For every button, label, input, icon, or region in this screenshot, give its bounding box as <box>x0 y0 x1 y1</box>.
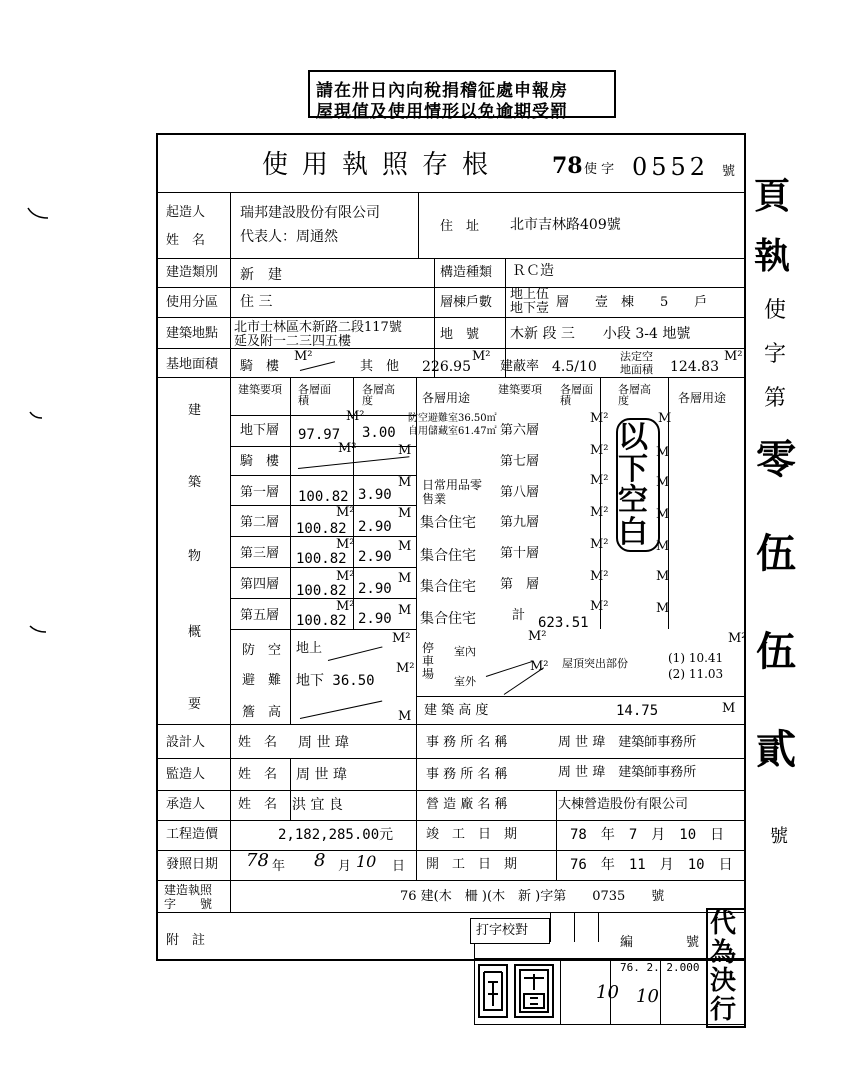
grid-line <box>550 912 551 942</box>
notice-line-2: 屋現值及使用情形以免逾期受罰 <box>316 102 568 122</box>
shelter-label: 防 空 <box>242 643 282 658</box>
designer-name-label: 姓 名 <box>238 735 278 750</box>
base-area-label: 基地面積 <box>166 357 219 372</box>
contractor-label: 承造人 <box>166 797 206 812</box>
unit-mark: M² <box>530 659 549 674</box>
designer-label: 設計人 <box>166 735 206 750</box>
floor-label-9: 第九層 <box>500 515 540 530</box>
col-height: 各層高度 <box>362 383 395 407</box>
roof-label: 屋頂突出部份 <box>562 657 628 670</box>
floor-label-n: 第 層 <box>500 577 540 592</box>
grid-line <box>156 820 746 821</box>
punch-mark-1 <box>26 206 50 220</box>
issue-label: 發照日期 <box>166 857 219 872</box>
contractor-firm: 大棟營造股份有限公司 <box>558 797 689 812</box>
notice-line-1: 請在卅日內向稅捐稽征處申報房 <box>316 81 568 101</box>
margin-char-6: 零 <box>756 436 796 483</box>
roof-1: (1) 10.41 <box>668 651 724 665</box>
floors-below: 地下壹 <box>510 301 550 316</box>
issue-month: 8 <box>314 850 326 871</box>
floor-label-10: 第十層 <box>500 546 540 561</box>
floors-above: 地上伍 <box>510 287 550 302</box>
grid-line <box>156 850 746 851</box>
building-side-5: 要 <box>188 697 202 712</box>
floor-use-4: 集合住宅 <box>420 579 476 595</box>
floor-label-2: 第二層 <box>240 515 280 530</box>
floors-label: 層棟戶數 <box>440 295 493 310</box>
site-line-2: 延及附一二三四五樓 <box>234 334 352 349</box>
unit-mark: M² <box>338 441 357 456</box>
grid-line <box>598 912 599 942</box>
building-side-4: 概 <box>188 625 202 640</box>
unit-mark: M² <box>396 661 415 676</box>
col-area: 各層面積 <box>298 383 331 407</box>
floor-height-3: 2.90 <box>358 549 392 565</box>
grid-line <box>474 958 744 959</box>
builder-company: 瑞邦建設股份有限公司 <box>240 205 380 221</box>
grid-line <box>156 880 746 881</box>
floor-label-5: 第五層 <box>240 608 280 623</box>
building-height-label: 建 築 高 度 <box>424 703 489 718</box>
unit-mark: M <box>398 571 412 586</box>
lot-label: 地 號 <box>440 327 480 342</box>
margin-char-1: 頁 <box>754 175 791 217</box>
unit-mark: M <box>656 475 670 490</box>
unit-mark: M <box>656 569 670 584</box>
unit-mark: M² <box>528 629 547 644</box>
floor-height-5: 2.90 <box>358 611 392 627</box>
permit-suffix: 號 <box>722 164 736 179</box>
grid-line <box>416 758 417 880</box>
col-area-right: 各層面積 <box>560 383 593 407</box>
unit-mark: M <box>398 443 412 458</box>
floor-area-b1: 97.97 <box>298 427 341 443</box>
margin-char-3: 使 <box>764 298 787 323</box>
blank-note: 以下空白 <box>618 420 648 550</box>
hand-sign-2: 10 <box>636 986 659 1007</box>
floor-label-6: 第六層 <box>500 423 540 438</box>
builder-name-label: 姓 名 <box>166 233 206 248</box>
ratio-label: 建蔽率 <box>500 359 540 374</box>
seal-left <box>478 964 508 1018</box>
floor-area-3: 100.82 <box>296 551 347 567</box>
unit-mark: M² <box>392 631 411 646</box>
arcade-unit: M² <box>294 349 313 364</box>
unit-mark: M² <box>336 569 355 584</box>
floor-use-b1: 防空避難室36.50㎡ 自用儲藏室61.47㎡ <box>408 413 497 437</box>
unit-mark: M² <box>590 569 609 584</box>
floor-label-8: 第八層 <box>500 485 540 500</box>
margin-char-10: 號 <box>770 826 788 847</box>
parking-in: 室內 <box>454 645 476 658</box>
grid-line <box>416 696 746 697</box>
permit-year: 78 <box>552 153 583 179</box>
parking-out: 室外 <box>454 675 476 688</box>
floor-area-2: 100.82 <box>296 521 347 537</box>
margin-char-8: 伍 <box>756 628 796 675</box>
site-line-1: 北市士林區木新路二段117號 <box>234 320 402 335</box>
floor-use-3: 集合住宅 <box>420 548 476 564</box>
address-value: 北市吉林路409號 <box>510 217 621 233</box>
margin-char-2: 執 <box>754 235 791 277</box>
unit-mark: M <box>722 701 736 716</box>
floor-use-2: 集合住宅 <box>420 515 476 531</box>
contractor-firm-label: 營 造 廠 名 稱 <box>426 797 508 812</box>
file-label: 號 <box>686 935 700 950</box>
permit-ref: 76 建(木 柵 )(木 新 )字第 0735 號 <box>400 889 665 904</box>
floor-height-4: 2.90 <box>358 581 392 597</box>
unit-mark: M <box>656 445 670 460</box>
page-title: 使用執照存根 <box>262 150 503 180</box>
floor-height-1: 3.90 <box>358 487 392 503</box>
grid-line <box>660 958 661 1024</box>
margin-char-5: 第 <box>764 386 787 411</box>
total-label: 計 <box>512 608 526 623</box>
floor-use-1: 日常用品零售業 <box>422 478 483 507</box>
other-unit: M² <box>472 349 491 364</box>
unit-mark: M <box>658 411 672 426</box>
grid-line <box>156 377 746 378</box>
punch-mark-2 <box>28 410 44 420</box>
complete-label: 竣 工 日 期 <box>426 827 518 842</box>
legal-label-1: 法定空 <box>620 350 653 363</box>
permit-number: 0552 <box>632 153 710 181</box>
supervisor-name: 周 世 瑋 <box>296 767 347 783</box>
unit-mark: M <box>656 507 670 522</box>
complete-date: 78 年 7 月 10 日 <box>570 827 725 843</box>
supervisor-office: 周 世 瑋 建築師事務所 <box>558 765 697 780</box>
address-label: 住 址 <box>440 219 480 234</box>
unit-mark: M² <box>336 505 355 520</box>
grid-line <box>156 724 746 725</box>
margin-char-4: 字 <box>764 342 787 367</box>
issue-nian: 年 <box>272 859 286 874</box>
unit-mark: M² <box>336 599 355 614</box>
grid-line <box>230 629 416 630</box>
designer-name: 周 世 瑋 <box>298 735 349 751</box>
build-type-label: 建造類別 <box>166 265 219 280</box>
structure-label: 構造種類 <box>440 265 493 280</box>
seal-right <box>514 964 554 1018</box>
unit-mark: M² <box>590 443 609 458</box>
floors-rest: 層 壹 棟 5 戶 <box>556 295 708 310</box>
start-date: 76 年 11 月 10 日 <box>570 857 733 873</box>
unit-mark: M² <box>590 473 609 488</box>
permit-label-2: 字 號 <box>164 897 213 911</box>
grid-line <box>230 415 416 416</box>
margin-char-7: 伍 <box>756 530 796 577</box>
other-value: 226.95 <box>422 359 471 375</box>
grid-line <box>290 377 291 724</box>
total-area: 623.51 <box>538 615 589 631</box>
floor-label-3: 第三層 <box>240 546 280 561</box>
floor-area-5: 100.82 <box>296 613 347 629</box>
permit-type: 使 字 <box>584 162 615 177</box>
note-label: 附 註 <box>166 933 206 948</box>
legal-value: 124.83 <box>670 359 719 375</box>
punch-mark-3 <box>28 624 48 634</box>
floor-height-b1: 3.00 <box>362 425 396 441</box>
col-use: 各層用途 <box>422 391 471 405</box>
grid-line <box>230 192 231 912</box>
zone-value: 住 三 <box>240 294 273 310</box>
arcade-label: 騎 樓 <box>240 359 280 374</box>
floor-label-4: 第四層 <box>240 577 280 592</box>
grid-line <box>418 192 419 258</box>
floor-label-b1: 地下層 <box>240 423 280 438</box>
cost-label: 工程造價 <box>166 827 219 842</box>
unit-mark: M <box>398 709 412 724</box>
building-height: 14.75 <box>616 703 659 719</box>
grid-line <box>230 505 416 506</box>
start-label: 開 工 日 期 <box>426 857 518 872</box>
builder-label: 起造人 <box>166 205 206 220</box>
shelter-above: 地上 <box>296 641 323 656</box>
unit-mark: M <box>398 539 412 554</box>
unit-mark: M <box>398 506 412 521</box>
designer-office: 周 世 瑋 建築師事務所 <box>558 735 697 750</box>
build-type: 新 建 <box>240 267 282 283</box>
building-side-2: 築 <box>188 475 202 490</box>
col-height-right: 各層高度 <box>618 383 651 407</box>
grid-line <box>556 790 557 880</box>
lot-value: 木新 段 三 小段 3-4 地號 <box>510 326 691 342</box>
grid-line <box>230 567 416 568</box>
grid-line <box>230 446 416 447</box>
unit-mark: M² <box>336 537 355 552</box>
notice-stamp <box>308 70 616 122</box>
site-label: 建築地點 <box>166 326 219 341</box>
supervisor-name-label: 姓 名 <box>238 767 278 782</box>
unit-mark: M <box>398 603 412 618</box>
grid-line <box>230 475 416 476</box>
unit-mark: M <box>656 601 670 616</box>
edit-label: 編 <box>620 935 634 950</box>
legal-label-2: 地面積 <box>620 363 653 376</box>
contractor-name: 洪 宜 良 <box>292 797 343 813</box>
grid-line <box>156 317 746 318</box>
grid-line <box>156 790 746 791</box>
other-label: 其 他 <box>360 359 400 374</box>
issue-day: 10 <box>356 852 377 871</box>
grid-line <box>560 958 561 1024</box>
unit-mark: M² <box>728 631 747 646</box>
unit-mark: M² <box>590 599 609 614</box>
floor-height-2: 2.90 <box>358 519 392 535</box>
building-side-1: 建 <box>188 403 202 418</box>
grid-line <box>156 192 746 193</box>
structure-value: ＲＣ造 <box>512 263 554 279</box>
grid-line <box>156 758 746 759</box>
shelter-below: 地下 36.50 <box>296 673 375 689</box>
supervisor-office-label: 事 務 所 名 稱 <box>426 767 508 782</box>
legal-unit: M² <box>724 349 743 364</box>
floor-use-5: 集合住宅 <box>420 611 476 627</box>
unit-mark: M <box>656 539 670 554</box>
eave-label: 簷 高 <box>242 705 282 720</box>
floor-label-7: 第七層 <box>500 454 540 469</box>
floor-label-arcade: 騎 樓 <box>240 454 280 469</box>
designer-office-label: 事 務 所 名 稱 <box>426 735 508 750</box>
col-item-right: 建築要項 <box>498 383 542 396</box>
contractor-name-label: 姓 名 <box>238 797 278 812</box>
grid-line <box>574 912 575 942</box>
issue-year: 78 <box>246 850 269 871</box>
parking-label: 停車場 <box>422 641 435 682</box>
unit-mark: M² <box>590 537 609 552</box>
grid-line <box>156 912 746 913</box>
grid-line <box>290 758 291 820</box>
grid-line <box>474 1024 744 1025</box>
hand-sign-1: 10 <box>596 982 619 1003</box>
roof-2: (2) 11.03 <box>668 667 724 681</box>
issue-ri: 日 <box>392 859 406 874</box>
floor-area-4: 100.82 <box>296 583 347 599</box>
issue-yue: 月 <box>338 859 352 874</box>
grid-line <box>474 944 475 1024</box>
col-use-right: 各層用途 <box>678 391 727 405</box>
ratio-value: 4.5/10 <box>552 359 597 375</box>
unit-mark: M² <box>346 409 365 424</box>
col-item: 建築要項 <box>238 383 282 396</box>
grid-line <box>156 287 746 288</box>
evac-label: 避 難 <box>242 673 282 688</box>
margin-char-9: 貳 <box>756 726 796 773</box>
unit-mark: M² <box>590 505 609 520</box>
building-side-3: 物 <box>188 549 202 564</box>
floor-area-1: 100.82 <box>298 489 349 505</box>
permit-label-1: 建造執照 <box>164 883 213 897</box>
cost-value: 2,182,285.00元 <box>278 827 394 843</box>
unit-mark: M <box>398 475 412 490</box>
zone-label: 使用分區 <box>166 295 219 310</box>
delegate-stamp: 代為決行 <box>710 909 737 1025</box>
supervisor-label: 監造人 <box>166 767 206 782</box>
floor-label-1: 第一層 <box>240 485 280 500</box>
grid-line <box>156 258 746 259</box>
proof-label: 打字校對 <box>476 923 529 938</box>
builder-rep: 代表人：周通然 <box>240 229 338 245</box>
file-date: 76. 2. 2.000 <box>620 961 700 974</box>
unit-mark: M² <box>590 411 609 426</box>
